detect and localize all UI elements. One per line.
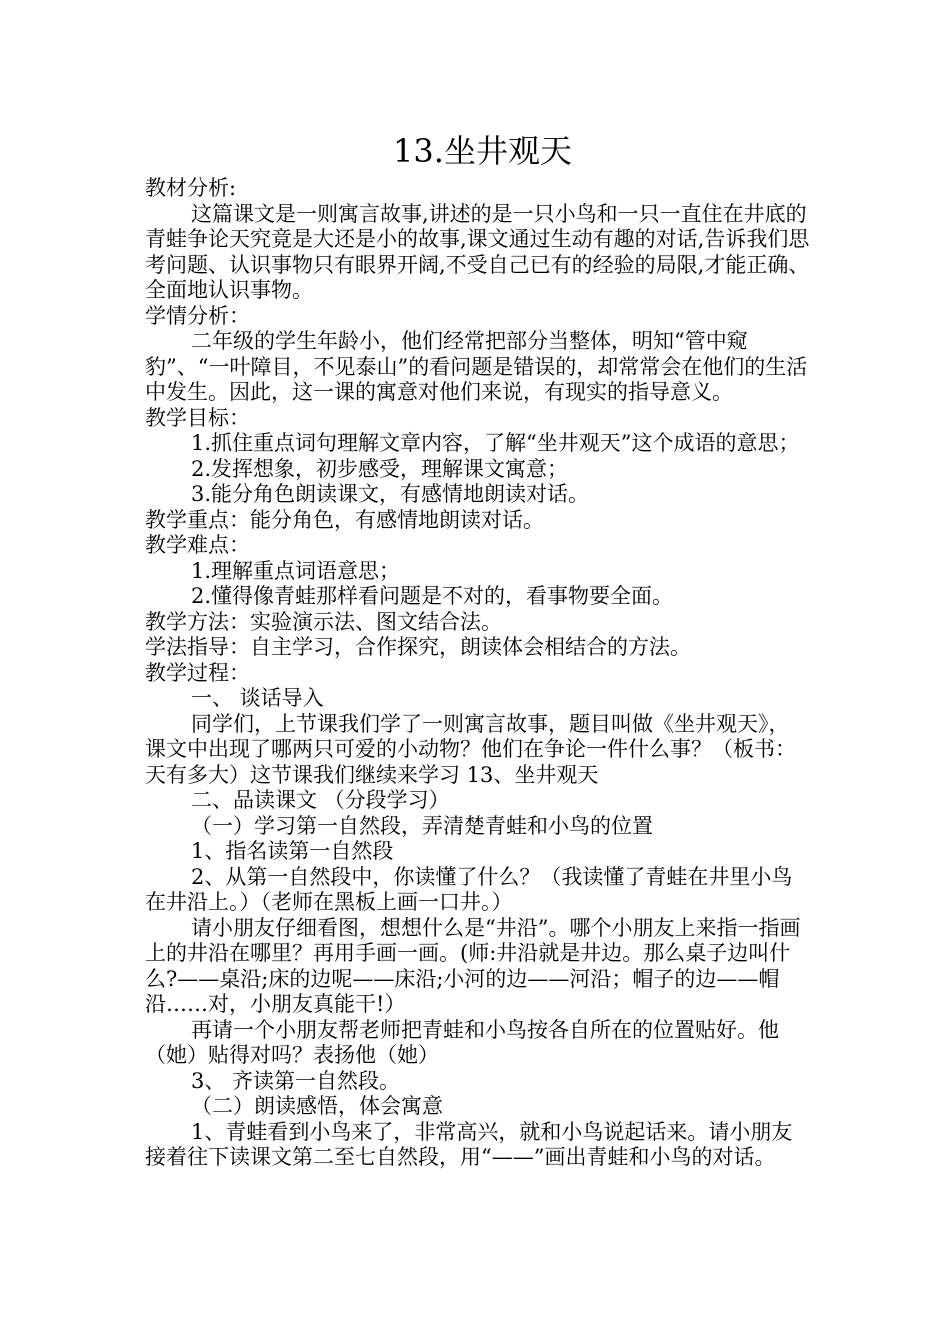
study-guidance: 学法指导：自主学习，合作探究，朗读体会相结合的方法。 (145, 635, 691, 659)
goal-item-2: 2.发挥想象，初步感受，理解课文寓意； (191, 456, 569, 481)
teaching-methods: 教学方法：实验演示法、图文结合法。 (145, 609, 502, 634)
section-heading-reading: 二、品读课文 （分段学习） (191, 788, 450, 812)
subsection-heading-1: （一）学习第一自然段，弄清楚青蛙和小鸟的位置 (191, 813, 653, 838)
goal-item-3: 3.能分角色朗读课文，有感情地朗读对话。 (191, 482, 590, 506)
paragraph-learner-analysis: 二年级的学生年龄小，他们经常把部分当整体，明知“管中窥豹”、“一叶障目，不见泰山”的看问题是错误的，却常常会在他们的生活中发生。因此，这一课的寓意对他们来说，有现实的指导意义。 (145, 329, 808, 404)
step-2: 2、从第一自然段中，你读懂了什么？（我读懂了青蛙在井里小鸟在井沿上。）（老师在黑板上画一口井。） (145, 864, 793, 914)
heading-material-analysis: 教材分析: (145, 176, 237, 200)
paragraph-placement: 再请一个小朋友帮老师把青蛙和小鸟按各自所在的位置贴好。他（她）贴得对吗？表扬他（她） (145, 1017, 779, 1067)
heading-teaching-difficulties: 教学难点： (145, 533, 250, 557)
step-3: 3、 齐读第一自然段。 (191, 1068, 401, 1093)
paragraph-dialogue: 1、青蛙看到小鸟来了，非常高兴，就和小鸟说起话来。请小朋友接着往下读课文第二至七自然段，用“——”画出青蛙和小鸟的对话。 (145, 1119, 793, 1169)
difficulty-item-2: 2.懂得像青蛙那样看问题是不对的，看事物要全面。 (191, 584, 674, 608)
teaching-focus: 教学重点：能分角色，有感情地朗读对话。 (145, 507, 544, 532)
heading-learner-analysis: 学情分析： (145, 303, 250, 328)
subsection-heading-2: （二）朗读感悟，体会寓意 (191, 1094, 443, 1118)
heading-teaching-process: 教学过程： (145, 660, 250, 685)
heading-teaching-goals: 教学目标： (145, 405, 250, 430)
goal-item-1: 1.抓住重点词句理解文章内容，了解“坐井观天”这个成语的意思； (191, 431, 800, 455)
page-title: 13.坐井观天 (393, 132, 572, 170)
document-page (145, 130, 810, 1171)
section-heading-intro: 一、 谈话导入 (191, 686, 324, 710)
paragraph-material-analysis: 这篇课文是一则寓言故事,讲述的是一只小鸟和一只一直住在井底的青蛙争论天究竟是大还是小的故事,课文通过生动有趣的对话,告诉我们思考问题、认识事物只有眼界开阔,不受自己已有的经验的局限,才能正确、全面地认识事物。 (145, 201, 810, 302)
difficulty-item-1: 1.理解重点词语意思； (191, 558, 401, 583)
paragraph-intro: 同学们，上节课我们学了一则寓言故事，题目叫做《坐井观天》，课文中出现了哪两只可爱的小动物？他们在争论一件什么事？（板书：天有多大）这节课我们继续来学习 13、坐井观天 (145, 711, 796, 787)
paragraph-well-edge: 请小朋友仔细看图，想想什么是“井沿”。哪个小朋友上来指一指画上的井沿在哪里？再用手画一画。(师:井沿就是井边。那么桌子边叫什么?——桌沿;床的边呢——床沿;小河的边——河沿；帽子的边——帽沿……对，小朋友真能干!） (145, 915, 801, 1016)
document-body (145, 176, 810, 1171)
step-1: 1、指名读第一自然段 (191, 839, 394, 863)
